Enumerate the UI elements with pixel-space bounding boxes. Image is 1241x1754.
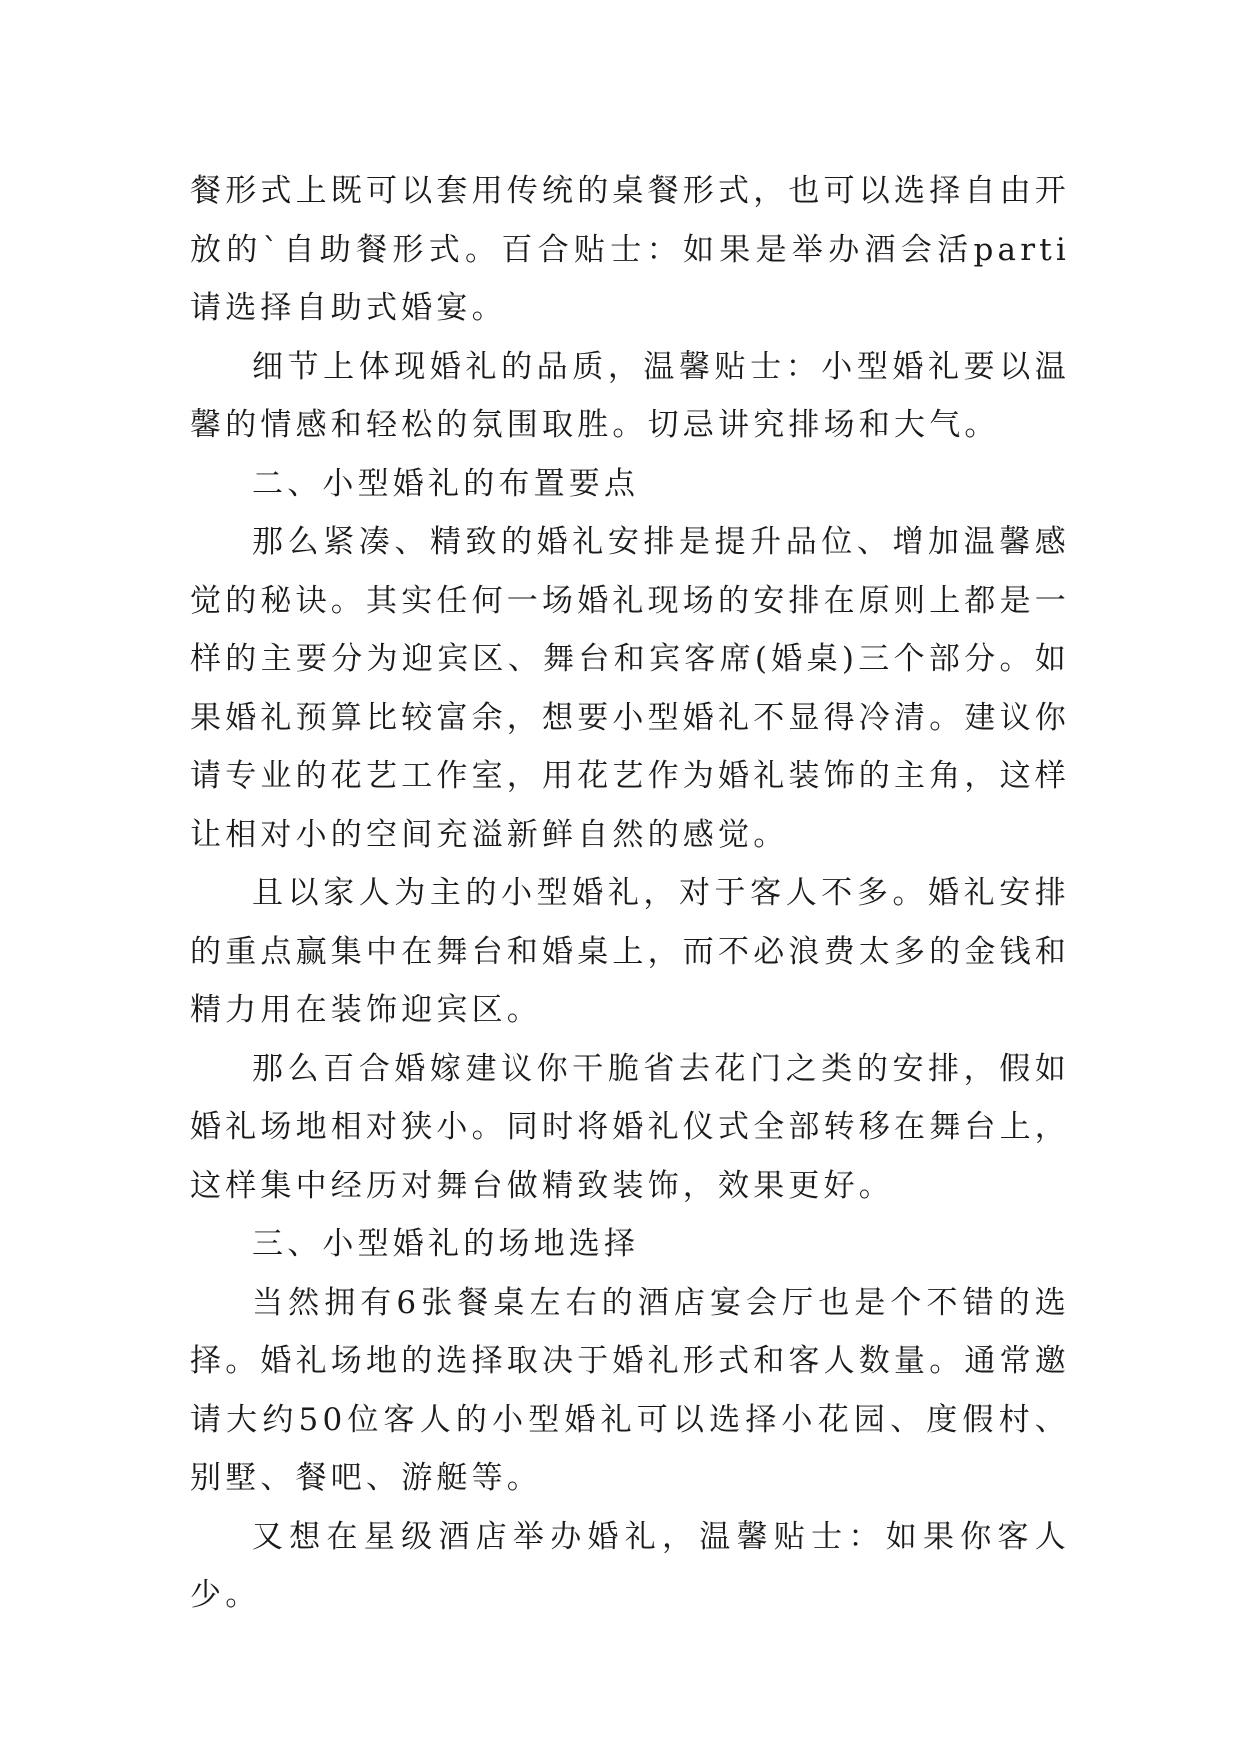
paragraph-layout-secrets: 那么紧凑、精致的婚礼安排是提升品位、增加温馨感觉的秘诀。其实任何一场婚礼现场的安排在原则上都是一样的主要分为迎宾区、舞台和宾客席(婚桌)三个部分。如果婚礼预算比较富余，想要小型婚礼不显得冷清。建议你请专业的花艺工作室，用花艺作为婚礼装饰的主角，这样让相对小的空间充溢新鲜自然的感觉。	[190, 524, 1070, 853]
paragraph-catering-format: 餐形式上既可以套用传统的桌餐形式，也可以选择自由开放的`自助餐形式。百合贴士：如果是举办酒会活parti请选择自助式婚宴。	[190, 173, 1070, 326]
paragraph-venue-choice: 当然拥有6张餐桌左右的酒店宴会厅也是个不错的选择。婚礼场地的选择取决于婚礼形式和客人数量。通常邀请大约50位客人的小型婚礼可以选择小花园、度假村、别墅、餐吧、游艇等。	[190, 1284, 1070, 1496]
document-body	[190, 162, 1070, 1625]
paragraph-star-hotel: 又想在星级酒店举办婚礼，温馨贴士：如果你客人少。	[190, 1518, 1070, 1613]
section-heading-venue: 三、小型婚礼的场地选择	[252, 1226, 640, 1262]
paragraph-details-quality: 细节上体现婚礼的品质，温馨贴士：小型婚礼要以温馨的情感和轻松的氛围取胜。切忌讲究排场和大气。	[190, 348, 1070, 443]
paragraph-family-wedding: 且以家人为主的小型婚礼，对于客人不多。婚礼安排的重点赢集中在舞台和婚桌上，而不必浪费太多的金钱和精力用在装饰迎宾区。	[190, 875, 1070, 1028]
paragraph-skip-flower-gate: 那么百合婚嫁建议你干脆省去花门之类的安排，假如婚礼场地相对狭小。同时将婚礼仪式全部转移在舞台上，这样集中经历对舞台做精致装饰，效果更好。	[190, 1050, 1070, 1204]
section-heading-layout: 二、小型婚礼的布置要点	[252, 465, 640, 502]
